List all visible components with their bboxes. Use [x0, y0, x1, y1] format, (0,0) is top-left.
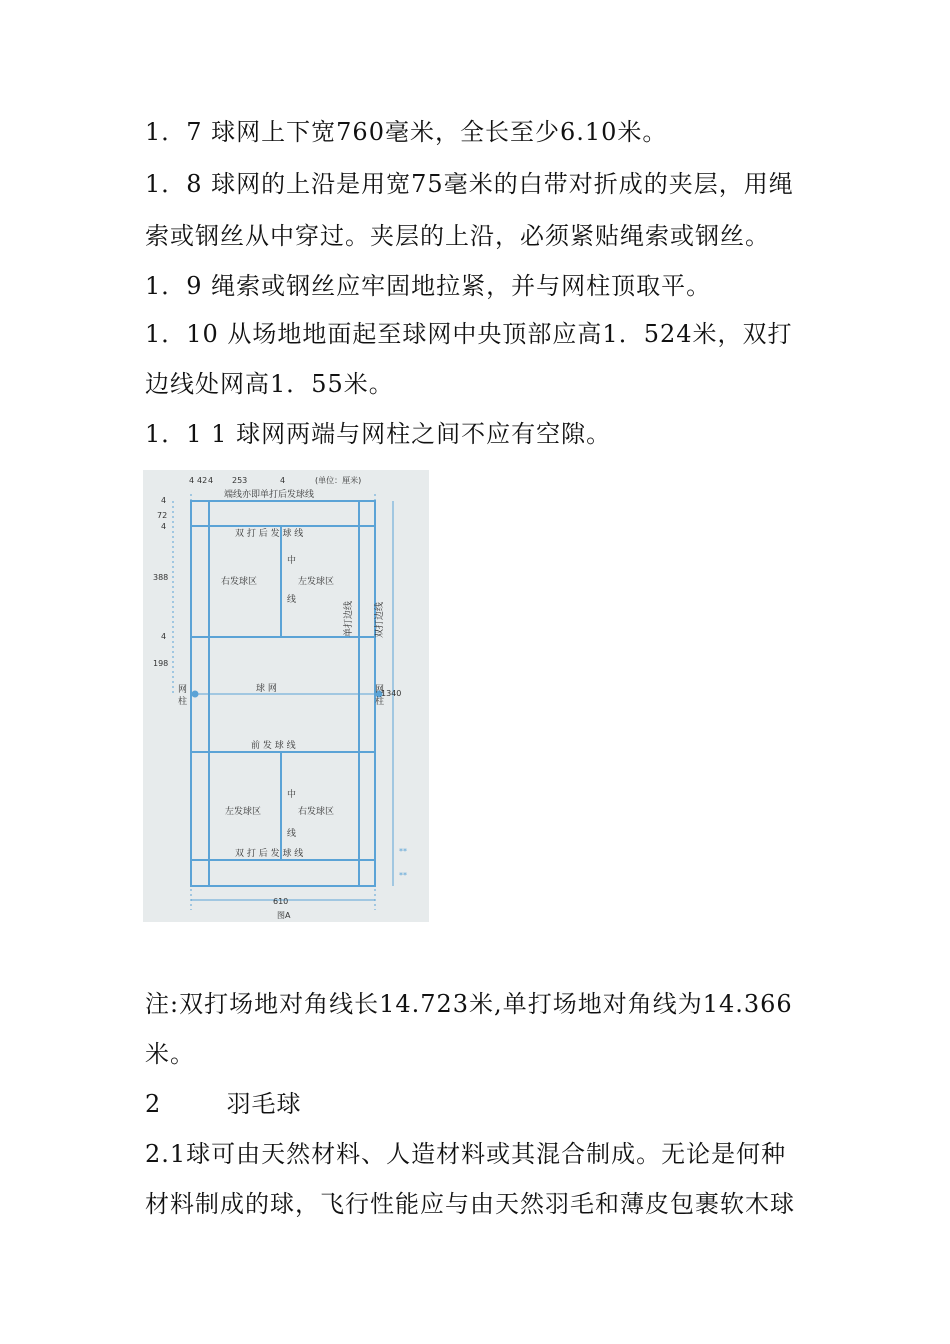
court-diagram-svg — [143, 470, 429, 922]
label-doubles-sideline: 双打边线 — [375, 601, 385, 638]
side-dim-4c: 4 — [161, 632, 167, 641]
side-dim-4a: 4 — [161, 496, 167, 505]
label-doubles-long-service-top: 双 打 后 发 球 线 — [235, 529, 304, 539]
paragraph-2-1-cont: 材料制成的球，飞行性能应与由天然羽毛和薄皮包裹软木球 — [145, 1190, 795, 1218]
label-post-right-1: 网 — [375, 685, 385, 695]
label-post-left-2: 柱 — [178, 697, 188, 707]
section-2-title: 羽毛球 — [226, 1090, 302, 1118]
paragraph-1-10-cont: 边线处网高1．55米。 — [145, 370, 394, 398]
note-line-2: 米。 — [145, 1040, 195, 1068]
paragraph-1-8: 1．8 球网的上沿是用宽75毫米的白带对折成的夹层，用绳 — [145, 170, 794, 198]
label-center-char-2-top: 线 — [287, 595, 297, 605]
label-post-left-1: 网 — [178, 685, 188, 695]
top-dim-253: 253 — [232, 476, 248, 485]
paragraph-1-10: 1．10 从场地地面起至球网中央顶部应高1．524米，双打 — [145, 320, 793, 348]
label-center-char-2-bottom: 线 — [287, 829, 297, 839]
label-long-service-singles: 端线亦即单打后发球线 — [224, 490, 315, 500]
label-center-char-1-bottom: 中 — [287, 790, 297, 800]
top-dim-4a: 4 — [189, 476, 195, 485]
note-line-1: 注:双打场地对角线长14.723米,单打场地对角线为14.366 — [145, 990, 793, 1018]
figure-caption: 图A — [277, 911, 291, 920]
top-dim-4c: 4 — [280, 476, 286, 485]
section-2-number: 2 — [145, 1090, 162, 1118]
paragraph-1-8-cont: 索或钢丝从中穿过。夹层的上沿，必须紧贴绳索或钢丝。 — [145, 222, 770, 250]
court-diagram — [143, 470, 429, 922]
star-mark-1: ** — [399, 847, 407, 856]
paragraph-1-9: 1．9 绳索或钢丝应牢固地拉紧，并与网柱顶取平。 — [145, 272, 712, 300]
paragraph-2-1: 2.1球可由天然材料、人造材料或其混合制成。无论是何种 — [145, 1140, 787, 1168]
label-singles-sideline: 单打边线 — [344, 600, 354, 637]
label-net: 球 网 — [256, 684, 277, 694]
unit-note: (单位：厘米) — [315, 476, 362, 485]
label-right-service-top: 右发球区 — [221, 577, 258, 587]
label-right-service-bottom: 右发球区 — [298, 807, 335, 817]
net-post-left — [192, 691, 199, 698]
paragraph-1-11: 1．1 1 球网两端与网柱之间不应有空隙。 — [145, 420, 612, 448]
label-center-char-1-top: 中 — [287, 556, 297, 566]
side-dim-72: 72 — [157, 511, 168, 520]
star-mark-2: ** — [399, 871, 407, 880]
top-dim-4b: 4 — [208, 476, 214, 485]
label-left-service-top: 左发球区 — [298, 577, 335, 587]
label-post-right-2: 柱 — [375, 697, 385, 707]
section-2-heading — [145, 1078, 815, 1130]
side-dim-4b: 4 — [161, 522, 167, 531]
side-dim-198: 198 — [153, 659, 169, 668]
side-dim-388: 388 — [153, 573, 169, 582]
top-dim-42: 42 — [197, 476, 208, 485]
paragraph-1-7: 1．7 球网上下宽760毫米，全长至少6.10米。 — [145, 118, 668, 146]
label-length: 1340 — [381, 689, 402, 698]
label-left-service-bottom: 左发球区 — [225, 807, 262, 817]
label-short-service: 前 发 球 线 — [251, 741, 296, 751]
label-doubles-long-service-bottom: 双 打 后 发 球 线 — [235, 849, 304, 859]
label-width: 610 — [273, 897, 289, 906]
